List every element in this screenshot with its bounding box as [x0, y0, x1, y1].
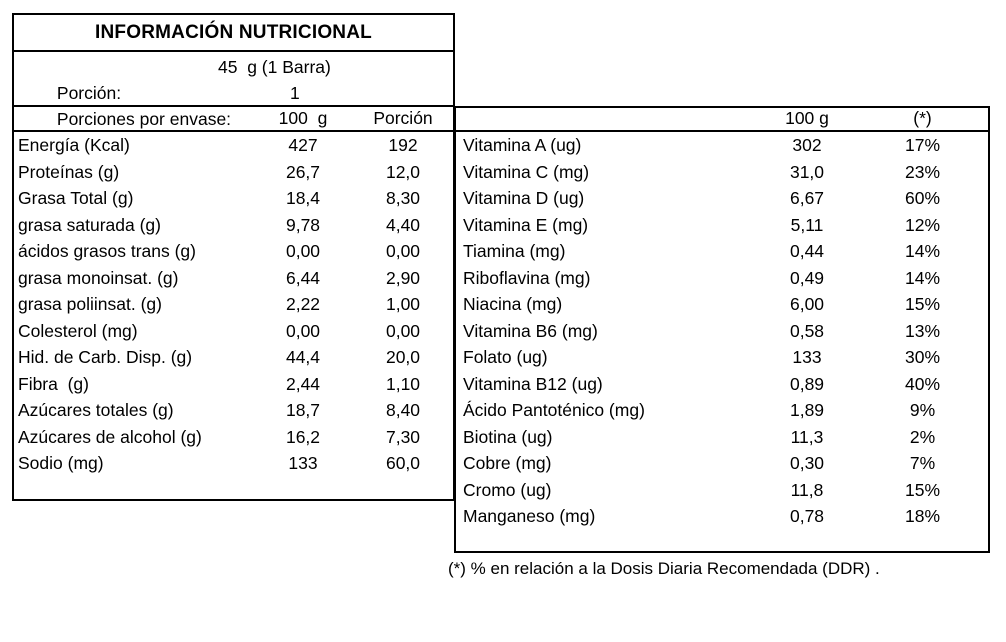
panel-title: INFORMACIÓN NUTRICIONAL [14, 15, 453, 52]
value-ddr-percent: 12% [904, 214, 941, 235]
value-per-portion: 1,00 [385, 294, 421, 314]
value-per-100g: 0,89 [789, 373, 825, 394]
value-per-portion: 0,00 [385, 320, 421, 341]
nutrient-name: Riboflavina (mg) [463, 267, 591, 288]
macronutrients-panel [12, 13, 455, 501]
nutrient-name: Energía (Kcal) [18, 135, 130, 155]
value-per-portion: 7,30 [385, 426, 421, 447]
portion-value: 45 g (1 Barra) [218, 57, 331, 77]
nutrient-name: Cromo (ug) [463, 479, 552, 500]
value-ddr-percent: 2% [909, 426, 936, 447]
value-per-100g: 133 [792, 347, 822, 367]
value-per-portion: 4,40 [385, 214, 421, 235]
table-row [14, 344, 453, 371]
table-row [14, 212, 453, 239]
portion-label: Porción: [56, 83, 122, 103]
value-per-100g: 427 [288, 135, 318, 155]
value-per-100g: 6,44 [285, 267, 321, 288]
nutrient-name: Vitamina B6 (mg) [463, 320, 598, 341]
value-per-portion: 2,90 [385, 267, 421, 288]
table-row [456, 503, 988, 530]
nutrient-name: Azúcares totales (g) [18, 400, 174, 420]
value-ddr-percent: 14% [904, 241, 941, 261]
value-ddr-percent: 40% [904, 373, 941, 394]
nutrient-name: Grasa Total (g) [18, 188, 134, 208]
table-row [456, 344, 988, 371]
table-row [14, 159, 453, 186]
nutrient-name: Biotina (ug) [463, 426, 553, 447]
value-ddr-percent: 9% [909, 400, 936, 420]
value-per-portion: 12,0 [385, 161, 421, 182]
value-per-100g: 11,8 [790, 479, 824, 500]
value-ddr-percent: 13% [904, 320, 941, 341]
value-per-100g: 0,49 [789, 267, 825, 288]
value-per-portion: 8,30 [385, 188, 421, 208]
value-per-100g: 11,3 [790, 426, 824, 447]
value-per-100g: 0,30 [789, 453, 825, 473]
nutrient-name: Vitamina A (ug) [463, 135, 582, 155]
value-per-100g: 133 [288, 453, 318, 473]
value-per-100g: 16,2 [285, 426, 321, 447]
table-row [456, 450, 988, 477]
table-row [456, 318, 988, 345]
table-row [456, 371, 988, 398]
servings-per-pack-label: Porciones por envase: [56, 109, 232, 129]
value-ddr-percent: 14% [904, 267, 941, 288]
value-per-portion: 192 [388, 135, 418, 155]
nutrient-name: Ácido Pantoténico (mg) [463, 400, 645, 420]
value-per-100g: 6,00 [789, 294, 825, 314]
nutrient-name: Niacina (mg) [463, 294, 563, 314]
micronutrients-panel [454, 106, 990, 553]
table-row [14, 397, 453, 424]
value-per-portion: 0,00 [385, 241, 421, 261]
nutrient-name: grasa monoinsat. (g) [18, 267, 179, 288]
nutrient-name: Tiamina (mg) [463, 241, 566, 261]
right-table-header [456, 108, 988, 132]
nutrient-name: ácidos grasos trans (g) [18, 241, 196, 261]
nutrient-name: Cobre (mg) [463, 453, 552, 473]
column-header-ddr: (*) [913, 108, 932, 128]
serving-portion-line [18, 54, 453, 103]
table-row [14, 450, 453, 477]
table-row [14, 265, 453, 292]
value-ddr-percent: 15% [904, 294, 941, 314]
nutrient-name: Manganeso (mg) [463, 506, 596, 526]
micronutrients-rows [456, 132, 988, 530]
value-per-100g: 6,67 [789, 188, 825, 208]
column-header-porcion: Porción [373, 108, 433, 128]
macronutrients-rows [14, 132, 453, 477]
table-row [14, 291, 453, 318]
table-row [456, 132, 988, 159]
value-per-100g: 0,00 [285, 320, 321, 341]
value-per-100g: 31,0 [789, 161, 825, 182]
nutrient-name: Vitamina C (mg) [463, 161, 590, 182]
value-ddr-percent: 15% [904, 479, 941, 500]
value-ddr-percent: 30% [904, 347, 941, 367]
nutrient-name: Azúcares de alcohol (g) [18, 426, 202, 447]
table-row [456, 265, 988, 292]
value-per-100g: 5,11 [790, 214, 824, 235]
table-row [456, 185, 988, 212]
table-row [456, 424, 988, 451]
table-row [456, 397, 988, 424]
value-ddr-percent: 7% [909, 453, 936, 473]
table-row [456, 238, 988, 265]
table-row [14, 424, 453, 451]
nutrient-name: Hid. de Carb. Disp. (g) [18, 347, 193, 367]
value-per-100g: 0,44 [789, 241, 825, 261]
value-per-100g: 26,7 [285, 161, 321, 182]
table-row [14, 185, 453, 212]
value-per-portion: 60,0 [385, 453, 421, 473]
table-row [14, 318, 453, 345]
value-per-100g: 44,4 [285, 347, 321, 367]
nutrient-name: Vitamina E (mg) [463, 214, 589, 235]
value-per-portion: 8,40 [385, 400, 421, 420]
value-per-100g: 0,00 [285, 241, 321, 261]
column-header-100g: 100 g [785, 108, 829, 128]
nutrient-name: Sodio (mg) [18, 453, 104, 473]
value-per-100g: 1,89 [789, 400, 825, 420]
table-row [14, 132, 453, 159]
table-row [14, 371, 453, 398]
nutrient-name: Vitamina D (ug) [463, 188, 585, 208]
value-ddr-percent: 60% [904, 188, 941, 208]
nutrient-name: Vitamina B12 (ug) [463, 373, 603, 394]
value-per-100g: 18,7 [285, 400, 321, 420]
value-per-portion: 20,0 [385, 347, 421, 367]
value-per-portion: 1,10 [385, 373, 421, 394]
value-per-100g: 2,22 [285, 294, 321, 314]
value-per-100g: 18,4 [285, 188, 321, 208]
value-per-100g: 2,44 [285, 373, 321, 394]
table-row [456, 477, 988, 504]
table-row [456, 159, 988, 186]
column-header-100g: 100 g [278, 108, 328, 128]
nutrient-name: Colesterol (mg) [18, 320, 138, 341]
value-ddr-percent: 23% [904, 161, 941, 182]
value-per-100g: 9,78 [285, 214, 321, 235]
header-spacer [456, 108, 757, 130]
value-per-100g: 0,58 [789, 320, 825, 341]
ddr-footnote: (*) % en relación a la Dosis Diaria Recomendada (DDR) . [448, 559, 880, 578]
nutrient-name: Fibra (g) [18, 373, 89, 394]
nutrient-name: Folato (ug) [463, 347, 548, 367]
nutrient-name: grasa poliinsat. (g) [18, 294, 162, 314]
nutrient-name: grasa saturada (g) [18, 214, 161, 235]
servings-per-pack-value: 1 [290, 83, 300, 103]
table-row [14, 238, 453, 265]
value-per-100g: 0,78 [789, 506, 825, 526]
value-per-100g: 302 [792, 135, 822, 155]
table-row [456, 291, 988, 318]
value-ddr-percent: 18% [904, 506, 941, 526]
value-ddr-percent: 17% [904, 135, 941, 155]
table-row [456, 212, 988, 239]
nutrient-name: Proteínas (g) [18, 161, 120, 182]
